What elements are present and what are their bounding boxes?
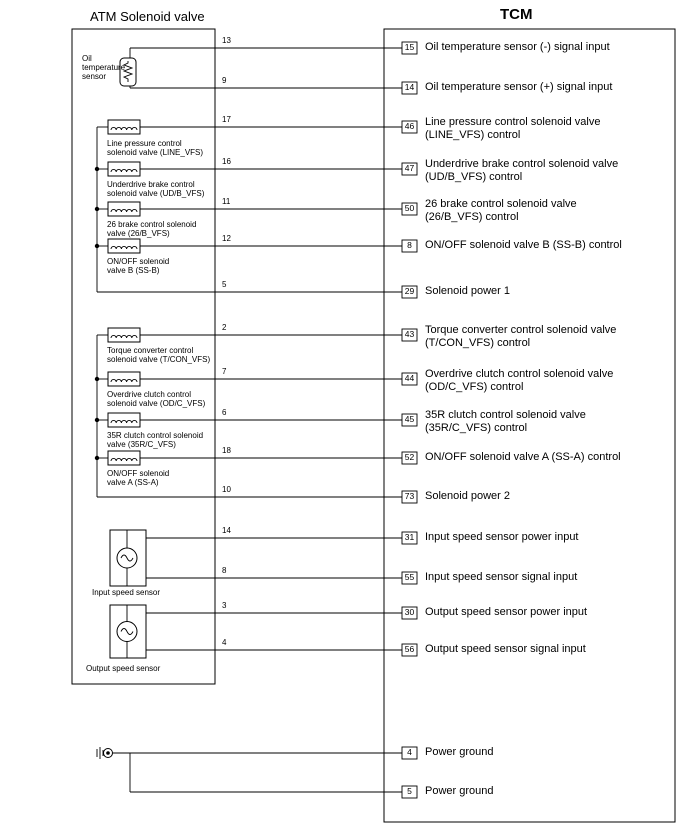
solenoid-label-4-line-2: valve B (SS-B) (107, 266, 160, 275)
junction-dot-4 (95, 244, 99, 248)
pin-number-13: 31 (404, 532, 415, 542)
solenoid-label-1-line-2: solenoid valve (LINE_VFS) (107, 148, 204, 157)
solenoid-label-7-line-1: 35R clutch control solenoid (107, 431, 204, 440)
tcm-label-5-line-2: (26/B_VFS) control (425, 211, 519, 223)
oil-sensor-label-line-1: Oil (82, 54, 92, 63)
wire-number-10: 6 (222, 408, 227, 417)
atm-title: ATM Solenoid valve (90, 9, 205, 24)
junction-dot-3 (95, 207, 99, 211)
pin-number-12: 73 (404, 491, 415, 501)
tcm-label-14-line-1: Input speed sensor signal input (425, 571, 578, 583)
junction-dot-2 (95, 167, 99, 171)
wire-number-14: 8 (222, 566, 227, 575)
solenoid-label-4-line-1: ON/OFF solenoid (107, 257, 170, 266)
pin-number-9: 44 (404, 373, 415, 383)
wire-number-16: 4 (222, 638, 227, 647)
tcm-label-6-line-1: ON/OFF solenoid valve B (SS-B) control (425, 239, 622, 251)
solenoid-label-3-line-1: 26 brake control solenoid (107, 220, 197, 229)
solenoid-label-2-line-2: solenoid valve (UD/B_VFS) (107, 189, 205, 198)
pin-number-4: 47 (404, 163, 415, 173)
pin-number-18: 5 (407, 786, 412, 796)
ground-terminal-center (106, 751, 110, 755)
tcm-label-17-line-1: Power ground (425, 746, 494, 758)
tcm-label-8-line-1: Torque converter control solenoid valve (425, 324, 617, 336)
wire-number-13: 14 (222, 526, 231, 535)
tcm-label-12-line-1: Solenoid power 2 (425, 490, 511, 502)
tcm-label-3-line-1: Line pressure control solenoid valve (425, 116, 601, 128)
tcm-label-11-line-1: ON/OFF solenoid valve A (SS-A) control (425, 451, 621, 463)
tcm-label-8-line-2: (T/CON_VFS) control (425, 337, 531, 349)
tcm-label-18-line-1: Power ground (425, 785, 494, 797)
wire-number-9: 7 (222, 367, 227, 376)
pin-number-7: 29 (404, 286, 415, 296)
solenoid-label-1-line-1: Line pressure control (107, 139, 182, 148)
solenoid-label-2-line-1: Underdrive brake control (107, 180, 195, 189)
tcm-label-3-line-2: (LINE_VFS) control (425, 129, 521, 141)
junction-dot-6 (95, 377, 99, 381)
solenoid-label-7-line-2: valve (35R/C_VFS) (107, 440, 176, 449)
pin-number-17: 4 (407, 747, 412, 757)
solenoid-label-5-line-1: Torque converter control (107, 346, 194, 355)
junction-dot-7 (95, 418, 99, 422)
pin-number-6: 8 (407, 240, 412, 250)
pin-number-16: 56 (404, 644, 415, 654)
solenoid-label-5-line-2: solenoid valve (T/CON_VFS) (107, 355, 211, 364)
pin-number-3: 46 (404, 121, 415, 131)
pin-number-11: 52 (404, 452, 415, 462)
tcm-label-5-line-1: 26 brake control solenoid valve (425, 198, 577, 210)
tcm-label-16-line-1: Output speed sensor signal input (425, 643, 586, 655)
wire-number-6: 12 (222, 234, 231, 243)
tcm-label-4-line-1: Underdrive brake control solenoid valve (425, 158, 619, 170)
tcm-label-15-line-1: Output speed sensor power input (425, 606, 588, 618)
solenoid-label-6-line-2: solenoid valve (OD/C_VFS) (107, 399, 206, 408)
wire-number-8: 2 (222, 323, 227, 332)
tcm-label-7-line-1: Solenoid power 1 (425, 285, 511, 297)
tcm-label-9-line-2: (OD/C_VFS) control (425, 381, 524, 393)
tcm-label-2-line-1: Oil temperature sensor (+) signal input (425, 81, 613, 93)
tcm-title: TCM (500, 6, 533, 23)
tcm-label-13-line-1: Input speed sensor power input (425, 531, 579, 543)
output-speed-sensor-label: Output speed sensor (86, 664, 161, 673)
wire-number-11: 18 (222, 446, 231, 455)
solenoid-label-8-line-1: ON/OFF solenoid (107, 469, 170, 478)
input-speed-sensor-label: Input speed sensor (92, 588, 161, 597)
solenoid-label-6-line-1: Overdrive clutch control (107, 390, 192, 399)
pin-number-8: 43 (404, 329, 415, 339)
pin-number-15: 30 (404, 607, 415, 617)
oil-sensor-label-line-3: sensor (82, 72, 107, 81)
wire-number-7: 5 (222, 280, 227, 289)
pin-number-14: 55 (404, 572, 415, 582)
tcm-label-1-line-1: Oil temperature sensor (-) signal input (425, 41, 610, 53)
oil-sensor-label-line-2: temperature (82, 63, 126, 72)
pin-number-5: 50 (404, 203, 415, 213)
solenoid-label-8-line-2: valve A (SS-A) (107, 478, 159, 487)
wire-number-3: 17 (222, 115, 231, 124)
tcm-label-9-line-1: Overdrive clutch control solenoid valve (425, 368, 614, 380)
pin-number-2: 14 (404, 82, 415, 92)
junction-dot-8 (95, 456, 99, 460)
pin-number-10: 45 (404, 414, 415, 424)
wire-number-1: 13 (222, 36, 231, 45)
wire-number-12: 10 (222, 485, 231, 494)
pin-number-1: 15 (404, 42, 415, 52)
tcm-label-4-line-2: (UD/B_VFS) control (425, 171, 523, 183)
tcm-label-10-line-2: (35R/C_VFS) control (425, 422, 528, 434)
tcm-label-10-line-1: 35R clutch control solenoid valve (425, 409, 586, 421)
wire-number-15: 3 (222, 601, 227, 610)
wire-number-2: 9 (222, 76, 227, 85)
wire-number-5: 11 (222, 197, 231, 206)
solenoid-label-3-line-2: valve (26/B_VFS) (107, 229, 170, 238)
wire-number-4: 16 (222, 157, 231, 166)
